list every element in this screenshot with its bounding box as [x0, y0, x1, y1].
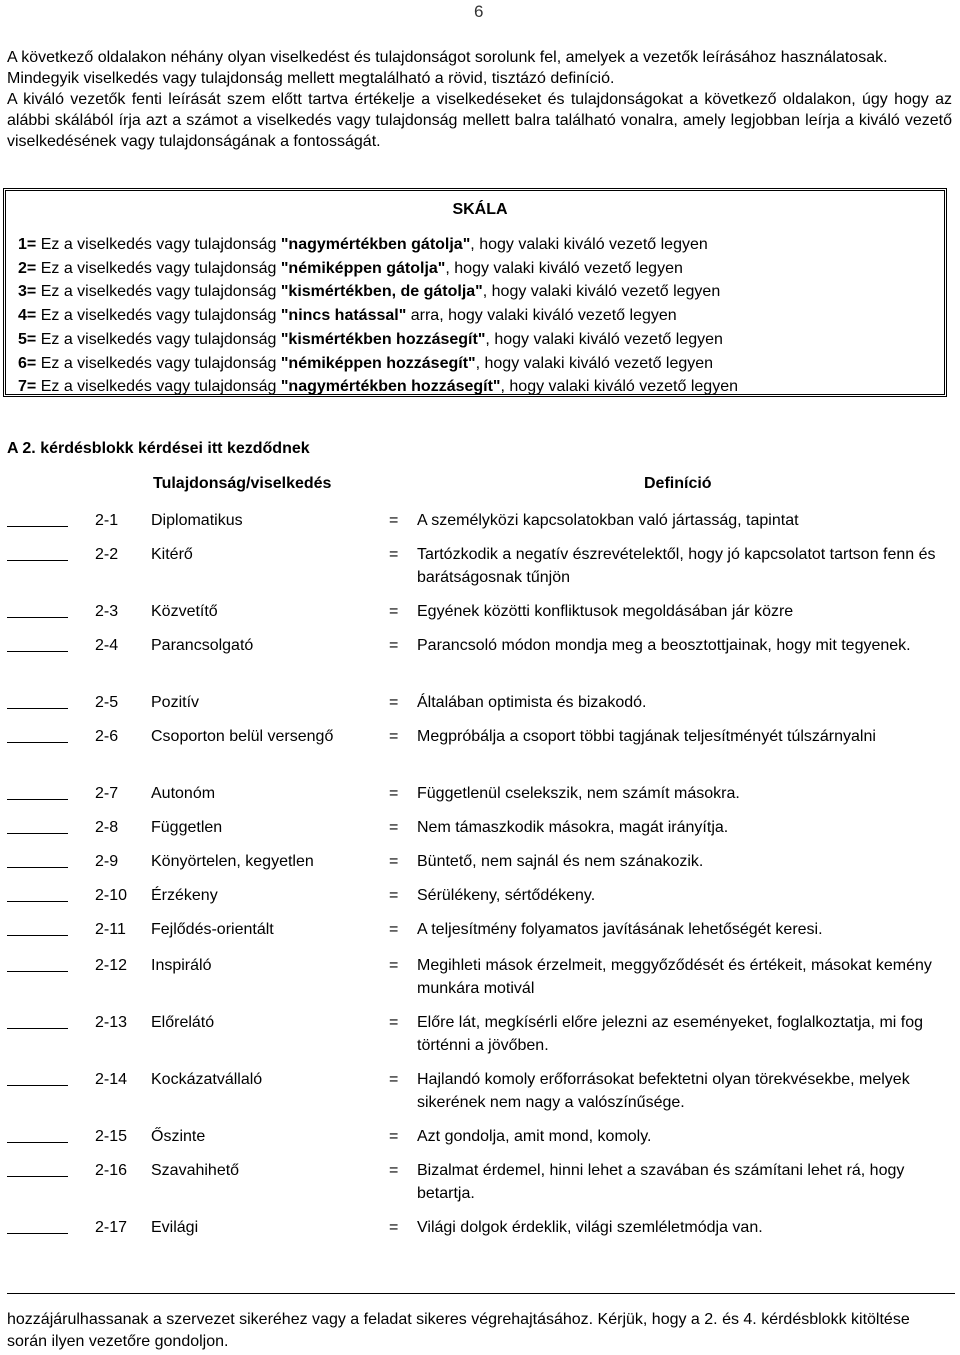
answer-blank-line[interactable]	[7, 708, 68, 709]
column-header-attribute: Tulajdonság/viselkedés	[153, 475, 332, 492]
attribute-definition: Bizalmat érdemel, hinni lehet a szavában és számítani lehet rá, hogy betartja.	[417, 1162, 905, 1202]
attribute-definition: Egyének közötti konfliktusok megoldásában jár közre	[417, 603, 794, 620]
attribute-name: Előrelátó	[151, 1014, 215, 1031]
question-code: 2-14	[95, 1071, 128, 1088]
attribute-name: Pozitív	[151, 694, 200, 711]
answer-blank-line[interactable]	[7, 935, 68, 936]
attribute-name: Parancsolgató	[151, 637, 254, 654]
equals-sign: =	[389, 512, 399, 529]
attribute-definition: Nem támaszkodik másokra, magát irányítja.	[417, 819, 729, 836]
equals-sign: =	[389, 637, 399, 654]
equals-sign: =	[389, 819, 399, 836]
question-code: 2-8	[95, 819, 119, 836]
attribute-definition: Parancsoló módon mondja meg a beosztottjainak, hogy mit tegyenek.	[417, 637, 911, 654]
question-code: 2-2	[95, 546, 119, 563]
intro-paragraph-2: A kiváló vezetők fenti leírását szem előtt tartva értékelje a viselkedéseket és tulajdonságokat a következő oldalakon, úgy hogy az alábbi skálából írja azt a számot a viselkedés vagy tulajdonság mellett balra található vonalra, amely legjobban leírja a kiváló vezető viselkedésének vagy tulajdonságának a fontosságát.	[7, 91, 952, 150]
attribute-name: Fejlődés-orientált	[151, 921, 274, 938]
attribute-name: Őszinte	[151, 1128, 206, 1145]
attribute-name: Érzékeny	[151, 887, 218, 904]
answer-blank-line[interactable]	[7, 867, 68, 868]
question-code: 2-16	[95, 1162, 128, 1179]
question-code: 2-1	[95, 512, 119, 529]
scale-title: SKÁLA	[452, 201, 508, 218]
attribute-definition: Világi dolgok érdeklik, világi szemléletmódja van.	[417, 1219, 763, 1236]
attribute-name: Független	[151, 819, 223, 836]
scale-item-emphasis: "kismértékben hozzásegít"	[280, 330, 486, 348]
equals-sign: =	[389, 603, 399, 620]
attribute-definition: Büntető, nem sajnál és nem szánakozik.	[417, 853, 704, 870]
scale-item-emphasis: "kismértékben, de gátolja"	[280, 283, 483, 301]
intro-paragraph-1: A következő oldalakon néhány olyan viselkedést és tulajdonságot sorolunk fel, amelyek a vezetők leírásához használatosak. Mindegyik viselkedés vagy tulajdonság mellett megtalálható a rövid, tisztázó definíció.	[7, 49, 888, 87]
attribute-name: Autonóm	[151, 785, 216, 802]
equals-sign: =	[389, 1219, 399, 1236]
scale-item-rest: , hogy valaki kiváló vezető legyen	[475, 354, 714, 372]
attribute-definition: Hajlandó komoly erőforrásokat befektetni olyan törekvésekbe, melyek sikerének nem nagy a valószínűsége.	[417, 1071, 910, 1111]
equals-sign: =	[389, 728, 399, 745]
scale-item-text: Ez a viselkedés vagy tulajdonság	[36, 259, 281, 277]
question-code: 2-15	[95, 1128, 128, 1145]
scale-item	[18, 375, 738, 399]
question-code: 2-7	[95, 785, 119, 802]
equals-sign: =	[389, 1162, 399, 1179]
scale-item	[18, 280, 738, 304]
scale-item	[18, 328, 738, 352]
scale-item-rest: , hogy valaki kiváló vezető legyen	[482, 283, 721, 301]
answer-blank-line[interactable]	[7, 901, 68, 902]
equals-sign: =	[389, 785, 399, 802]
scale-item-text: Ez a viselkedés vagy tulajdonság	[36, 378, 281, 396]
answer-blank-line[interactable]	[7, 1085, 68, 1086]
attribute-name: Evilági	[151, 1219, 199, 1236]
attribute-definition: Tartózkodik a negatív észrevételektől, hogy jó kapcsolatot tartson fenn és barátságosnak tűnjön	[417, 546, 936, 586]
scale-item-rest: , hogy valaki kiváló vezető legyen	[485, 330, 723, 348]
question-code: 2-12	[95, 957, 128, 974]
scale-item-number: 6=	[18, 354, 37, 372]
answer-blank-line[interactable]	[7, 799, 68, 800]
answer-blank-line[interactable]	[7, 560, 68, 561]
equals-sign: =	[389, 546, 399, 563]
scale-item-emphasis: "nagymértékben gátolja"	[280, 236, 471, 253]
scale-item	[18, 304, 738, 328]
scale-item-text: Ez a viselkedés vagy tulajdonság	[36, 307, 281, 325]
question-code: 2-11	[95, 921, 126, 938]
attribute-name: Könyörtelen, kegyetlen	[151, 853, 314, 870]
attribute-definition: Általában optimista és bizakodó.	[417, 694, 647, 711]
question-block-heading: A 2. kérdésblokk kérdései itt kezdődnek	[7, 440, 310, 457]
answer-blank-line[interactable]	[7, 833, 68, 834]
attribute-definition: A teljesítmény folyamatos javításának lehetőségét keresi.	[417, 921, 823, 938]
question-code: 2-17	[95, 1219, 128, 1236]
attribute-name: Csoporton belül versengő	[151, 728, 334, 745]
question-code: 2-4	[95, 637, 119, 654]
answer-blank-line[interactable]	[7, 971, 68, 972]
attribute-name: Inspiráló	[151, 957, 212, 974]
attribute-definition: Megpróbálja a csoport többi tagjának teljesítményét túlszárnyalni	[417, 728, 876, 745]
scale-item-emphasis: "némiképpen gátolja"	[280, 259, 446, 277]
attribute-definition: Sérülékeny, sértődékeny.	[417, 887, 596, 904]
footer-divider	[7, 1293, 955, 1294]
scale-item	[18, 233, 738, 257]
scale-item-text: Ez a viselkedés vagy tulajdonság	[36, 283, 281, 301]
equals-sign: =	[389, 921, 399, 938]
attribute-definition: Előre lát, megkísérli előre jelezni az eseményeket, foglalkoztatja, mi fog történni a jövőben.	[417, 1014, 924, 1054]
equals-sign: =	[389, 1128, 399, 1145]
question-code: 2-5	[95, 694, 119, 711]
equals-sign: =	[389, 853, 399, 870]
scale-item-rest: , hogy valaki kiváló vezető legyen	[445, 259, 683, 277]
footer-note: hozzájárulhassanak a szervezet sikeréhez vagy a feladat sikeres végrehajtásához. Kérjük, hogy a 2. és 4. kérdésblokk kitöltése során ilyen vezetőre gondoljon.	[7, 1311, 910, 1350]
scale-item-emphasis: "némiképpen hozzásegít"	[280, 354, 476, 372]
scale-item-text: Ez a viselkedés vagy tulajdonság	[36, 330, 281, 348]
attribute-name: Kockázatvállaló	[151, 1071, 263, 1088]
scale-item-number: 1=	[18, 236, 37, 253]
scale-item-number: 2=	[18, 259, 37, 277]
scale-item-emphasis: "nincs hatással"	[280, 307, 407, 325]
page-number: 6	[474, 2, 484, 21]
scale-item	[18, 352, 738, 376]
attribute-definition: Megihleti mások érzelmeit, meggyőződését és értékeit, másokat kemény munkára motivál	[417, 957, 932, 997]
answer-blank-line[interactable]	[7, 617, 68, 618]
scale-item	[18, 257, 738, 281]
question-code: 2-3	[95, 603, 119, 620]
attribute-name: Diplomatikus	[151, 512, 243, 529]
equals-sign: =	[389, 1014, 399, 1031]
equals-sign: =	[389, 1071, 399, 1088]
scale-item-number: 3=	[18, 283, 37, 301]
equals-sign: =	[389, 694, 399, 711]
scale-item-number: 5=	[18, 330, 37, 348]
answer-blank-line[interactable]	[7, 1028, 68, 1029]
attribute-definition: A személyközi kapcsolatokban való jártasság, tapintat	[417, 512, 799, 529]
answer-blank-line[interactable]	[7, 1176, 68, 1177]
equals-sign: =	[389, 957, 399, 974]
scale-item-rest: , hogy valaki kiváló vezető legyen	[470, 236, 708, 253]
question-code: 2-9	[95, 853, 119, 870]
attribute-name: Szavahihető	[151, 1162, 240, 1179]
answer-blank-line[interactable]	[7, 651, 68, 652]
answer-blank-line[interactable]	[7, 742, 68, 743]
attribute-definition: Azt gondolja, amit mond, komoly.	[417, 1128, 652, 1145]
scale-item-text: Ez a viselkedés vagy tulajdonság	[36, 354, 281, 372]
question-code: 2-6	[95, 728, 119, 745]
question-code: 2-10	[95, 887, 128, 904]
scale-list	[18, 233, 738, 399]
answer-blank-line[interactable]	[7, 526, 68, 527]
answer-blank-line[interactable]	[7, 1142, 68, 1143]
attribute-definition: Függetlenül cselekszik, nem számít másokra.	[417, 785, 740, 802]
answer-blank-line[interactable]	[7, 1233, 68, 1234]
scale-item-rest: arra, hogy valaki kiváló vezető legyen	[406, 307, 677, 325]
scale-item-number: 4=	[18, 307, 37, 325]
scale-item-emphasis: "nagymértékben hozzásegít"	[280, 378, 501, 396]
scale-item-number: 7=	[18, 378, 37, 396]
scale-item-text: Ez a viselkedés vagy tulajdonság	[36, 236, 281, 253]
column-header-definition: Definíció	[644, 475, 712, 492]
scale-item-rest: , hogy valaki kiváló vezető legyen	[500, 378, 738, 396]
attribute-name: Kitérő	[151, 546, 193, 563]
question-code: 2-13	[95, 1014, 128, 1031]
attribute-name: Közvetítő	[151, 603, 218, 620]
equals-sign: =	[389, 887, 399, 904]
